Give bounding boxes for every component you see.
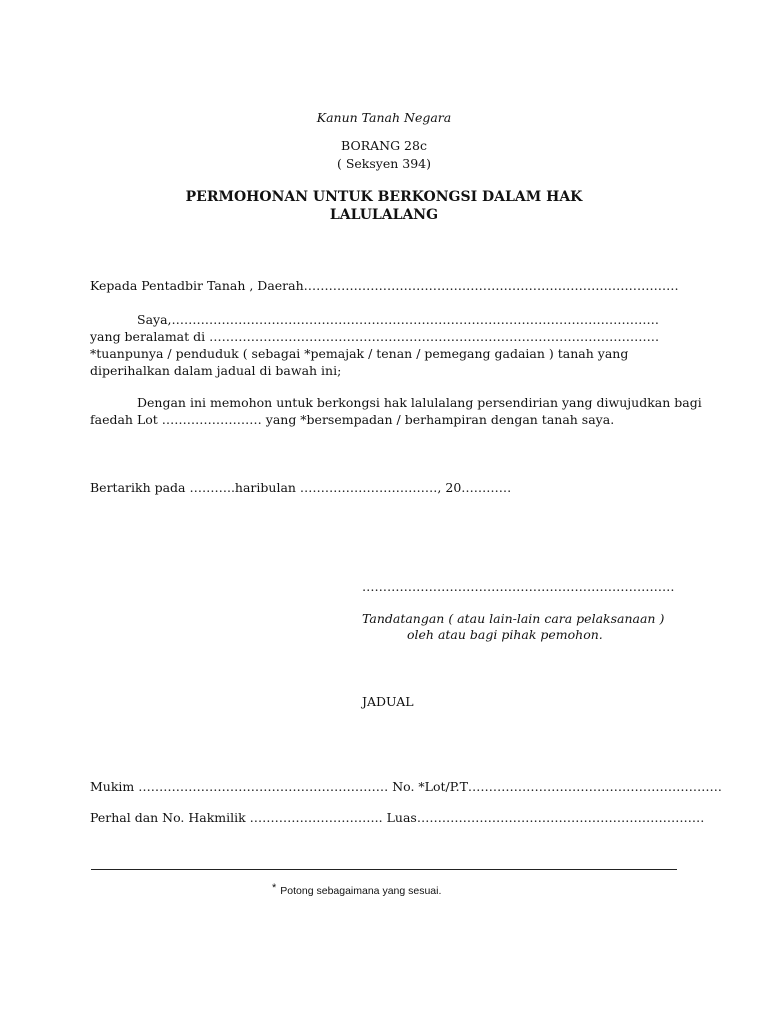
mukim-line: Mukim …………………………………………………… No. *Lot/P.T……………………………………………………. <box>90 779 722 794</box>
schedule-heading: JADUAL <box>362 694 414 709</box>
form-title-line1: PERMOHONAN UNTUK BERKONGSI DALAM HAK <box>185 189 583 205</box>
signature-caption-line2: oleh atau bagi pihak pemohon. <box>407 627 603 642</box>
ownership-line2: diperihalkan dalam jadual di bawah ini; <box>90 363 342 378</box>
request-line1: Dengan ini memohon untuk berkongsi hak lalulalang persendirian yang diwujudkan bagi <box>137 395 702 410</box>
request-line2: faedah Lot …………………… yang *bersempadan / berhampiran dengan tanah saya. <box>90 412 615 427</box>
addressee-line: Kepada Pentadbir Tanah , Daerah……………………………………………………………………………… <box>90 278 679 293</box>
footnote-text: Potong sebagaimana yang sesuai. <box>280 885 442 897</box>
form-title-line2: LALULALANG <box>329 207 439 223</box>
form-number: BORANG 28c <box>341 138 427 153</box>
signature-caption-line1: Tandatangan ( atau lain-lain cara pelaksanaan ) <box>362 611 665 626</box>
footnote-mark: * <box>272 882 277 894</box>
signature-dots: ………………………………………………………………… <box>362 579 675 594</box>
applicant-name-line: Saya,……………………………………………………………………………………………………… <box>137 312 660 327</box>
section-reference: ( Seksyen 394) <box>336 156 432 171</box>
ownership-line1: *tuanpunya / penduduk ( sebagai *pemajak / tenan / pemegang gadaian ) tanah yang <box>90 346 629 361</box>
footnote-divider <box>91 869 677 870</box>
applicant-address-line: yang beralamat di ……………………………………………………………………………………………… <box>90 329 660 344</box>
date-line: Bertarikh pada ………..haribulan ……………………………, 20………… <box>90 480 512 495</box>
footnote <box>272 882 441 897</box>
perhal-line: Perhal dan No. Hakmilik ………………………….. Luas…………………………………………………………… <box>90 810 705 825</box>
act-title: Kanun Tanah Negara <box>316 110 452 125</box>
